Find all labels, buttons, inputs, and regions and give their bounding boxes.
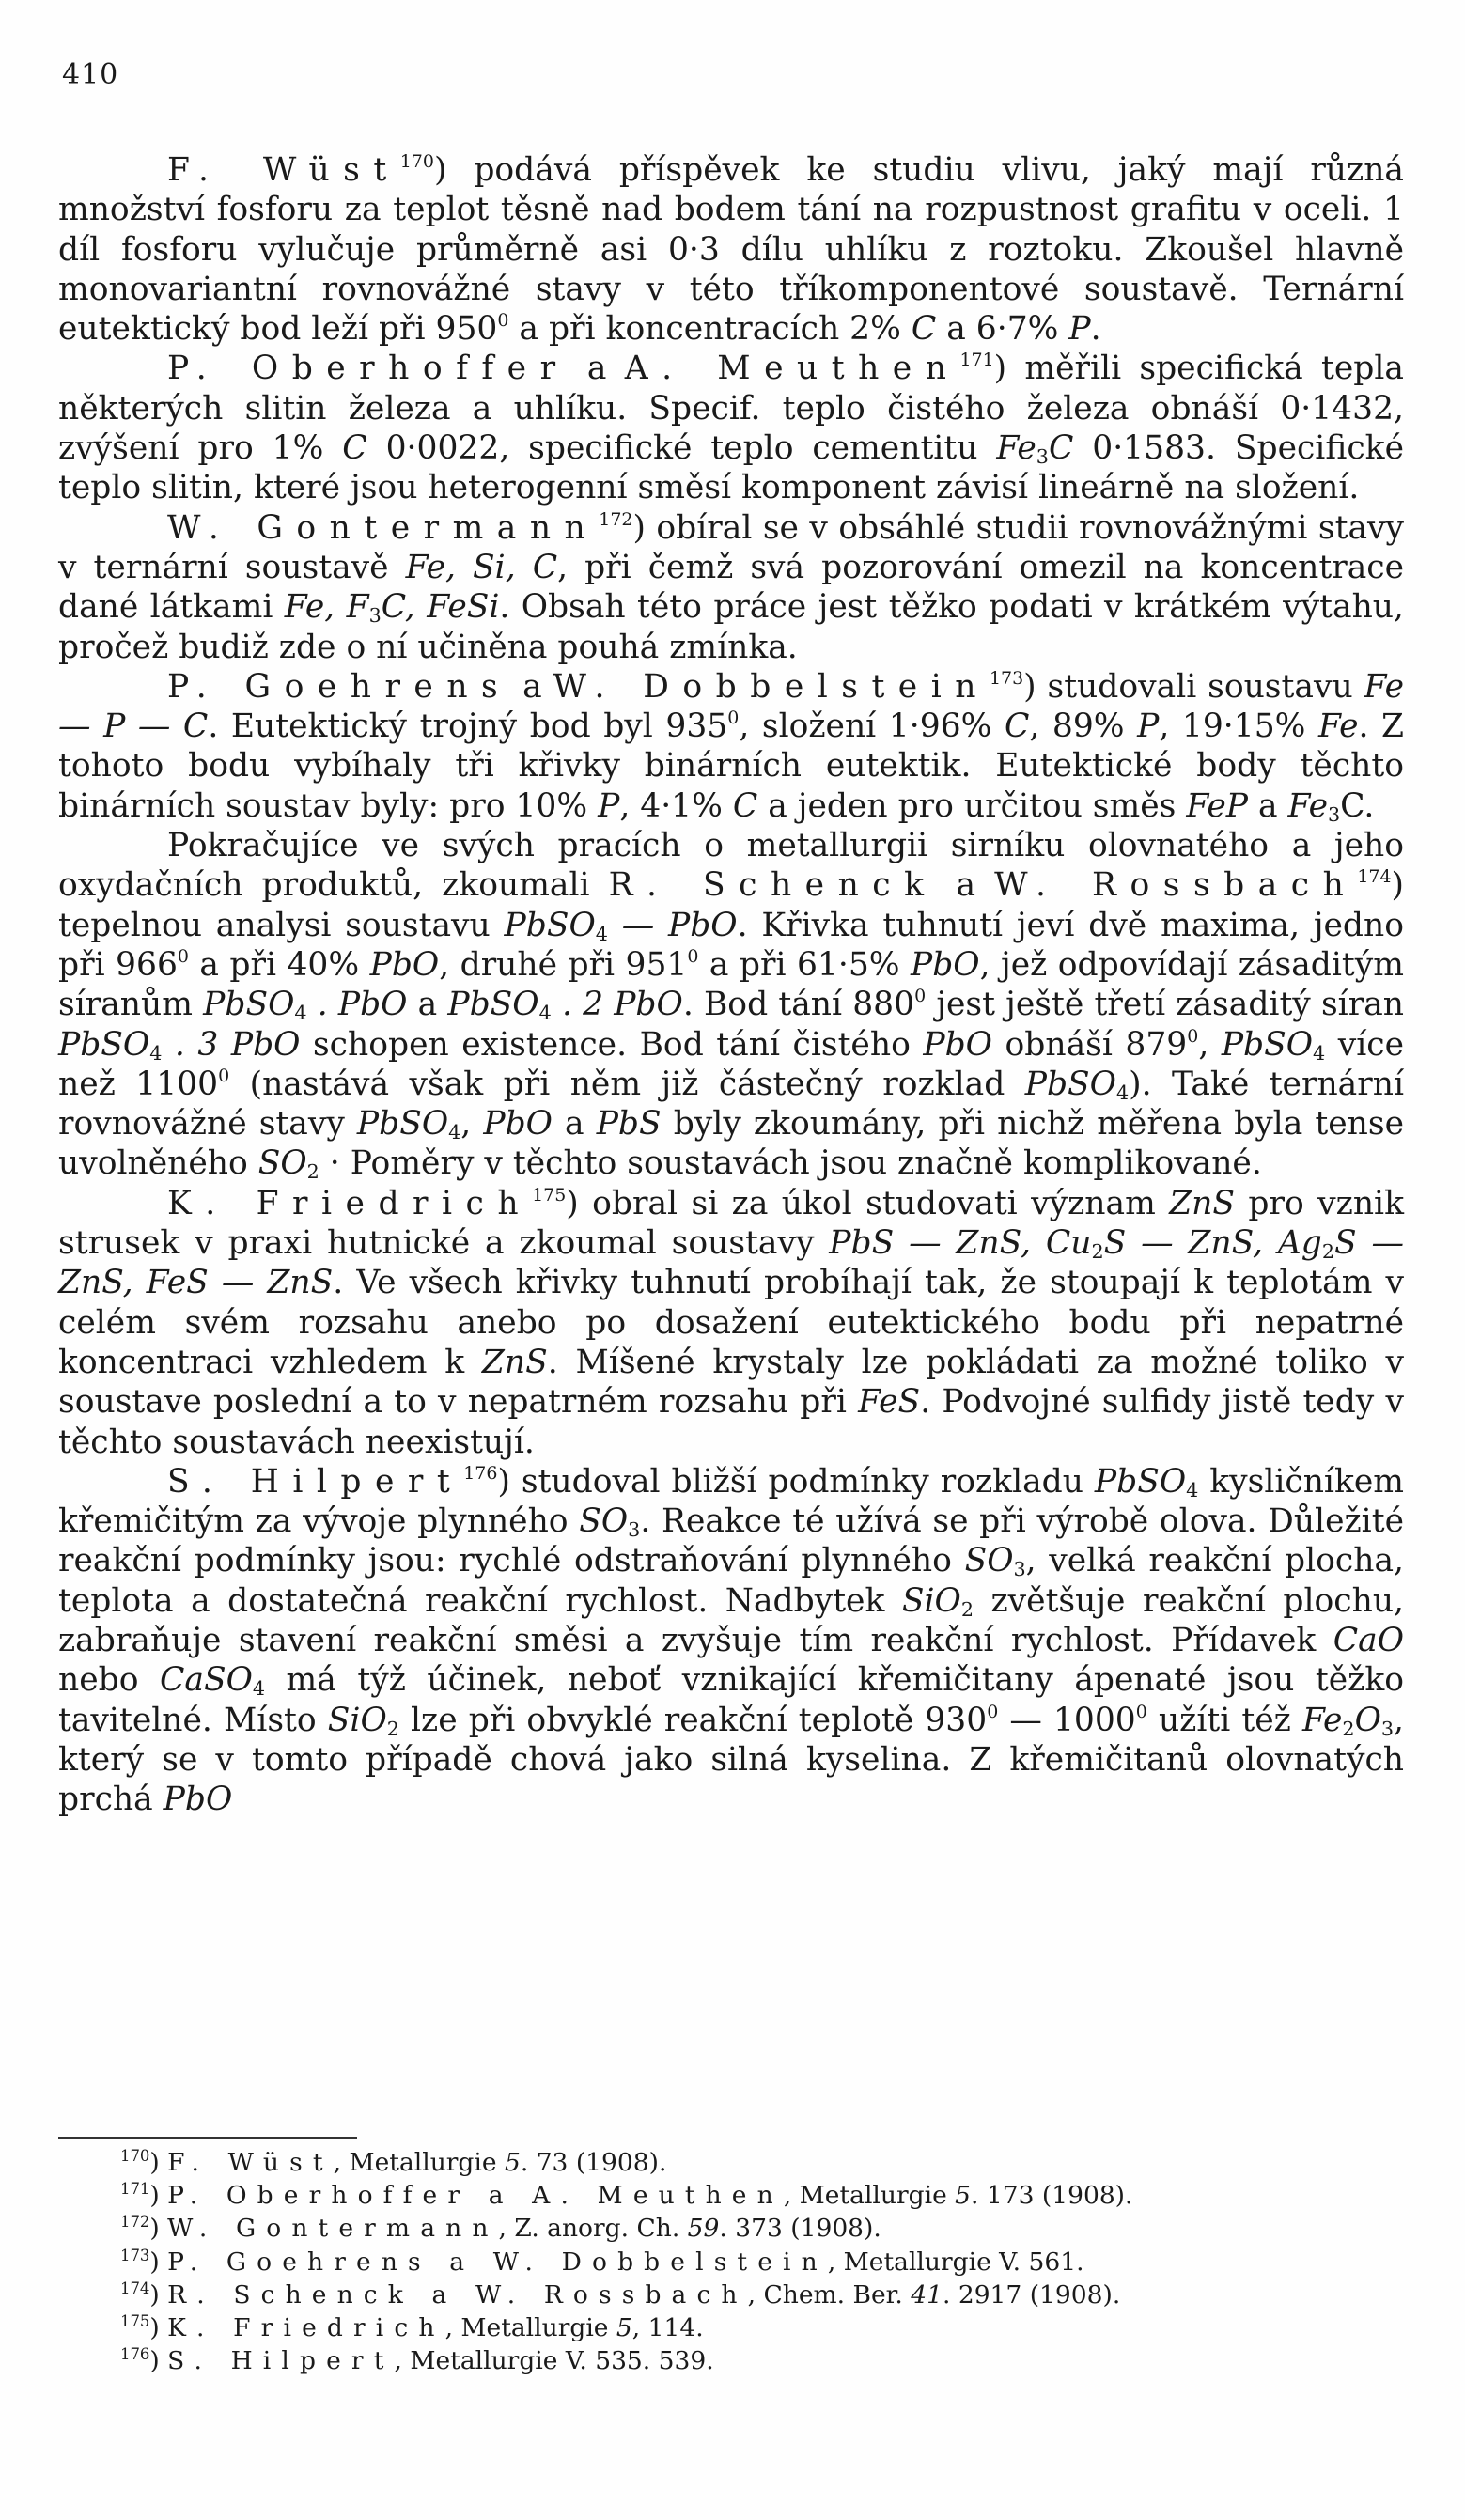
footnote: $^{176}$) S. Hilpert, Metallurgie V. 535. 539. — [120, 2345, 714, 2376]
author-name: W. Rossbach — [994, 866, 1358, 905]
footnotes — [120, 2146, 1398, 2377]
footnote-ref: 175 — [532, 1184, 567, 1206]
paragraph: F. Wüst$^{170}$) podává příspěvek ke studiu vlivu, jaký mají různá množství fosforu za teplot těsně nad bodem tání na rozpustnost grafitu v oceli. 1 díl fosforu vylučuje průměrně asi 0·3 dílu uhlíku z roztoku. Zkoušel hlavně monovariantní rovnovážné stavy v této tříkomponentové soustavě. Ternární eutektický bod leží při $950^0$ a při koncentracích 2% C a 6·7% P. — [58, 150, 1404, 349]
footnote: $^{172}$) W. Gontermann, Z. anorg. Ch. 59. 373 (1908). — [120, 2213, 881, 2244]
footnote-ref: 172 — [599, 508, 633, 530]
footnote: $^{175}$) K. Friedrich, Metallurgie 5, 114. — [120, 2312, 704, 2343]
author-name: A. Meuthen — [624, 350, 960, 388]
paragraph: S. Hilpert$^{176}$) studoval bližší podmínky rozkladu PbSO$_4$ kysličníkem křemičitým za vývoje plynného $SO_3$. Reakce té užívá se při výrobě olova. Důležité reakční podmínky jsou: rychlé odstraňování plynného $SO_3$, velká reakční plocha, teplota a dostatečná reakční rychlost. Nadbytek SiO$_2$ zvětšuje reakční plochu, zabraňuje stavení reakční směsi a zvyšuje tím reakční rychlost. Přídavek CaO nebo CaSO$_4$ má týž účinek, neboť vznikající křemičitany ápenaté jsou těžko tavitelné. Místo SiO$_2$ lze při obvyklé reakční teplotě $930^0$ — 1000$^0$ užíti též $Fe_2O_3$, který se v tomto případě chová jako silná kyselina. Z křemičitanů olovnatých prchá PbO — [58, 1462, 1405, 1819]
footnote: $^{174}$) R. Schenck a W. Rossbach, Chem. Ber. 41. 2917 (1908). — [120, 2279, 1121, 2310]
author-name: K. Friedrich — [167, 1184, 533, 1222]
author-name: W. Gontermann — [167, 508, 600, 547]
author-name: W. Dobbelstein — [553, 667, 990, 706]
author-name: R. Schenck — [608, 866, 938, 905]
author-name: S. Hilpert — [167, 1462, 464, 1501]
paragraph: P. Oberhoffer a A. Meuthen$^{171}$) měřili specifická tepla některých slitin železa a uhlíku. Specif. teplo čistého železa obnáší 0·1432, zvýšení pro 1% C 0·0022, specifické teplo cementitu $Fe_3C$ 0·1583. Specifické teplo slitin, které jsou heterogenní směsí komponent závisí lineárně na složení. — [58, 350, 1404, 507]
body-text — [58, 150, 1404, 1819]
footnote-ref: 170 — [399, 150, 434, 172]
author-name: F. Wüst — [167, 151, 400, 189]
footnote: $^{171}$) P. Oberhoffer a A. Meuthen, Metallurgie 5. 173 (1908). — [120, 2180, 1133, 2211]
author-name: P. Oberhoffer — [167, 350, 569, 388]
paragraph: W. Gontermann$^{172}$) obíral se v obsáhlé studii rovnovážnými stavy v ternární soustavě Fe, Si, C, při čemž svá pozorování omezil na koncentrace dané látkami Fe, $F_3C$, FeSi. Obsah této práce jest těžko podati v krátkém výtahu, pročež budiž zde o ní učiněna pouhá zmínka. — [58, 508, 1404, 666]
footnote: $^{170}$) F. Wüst, Metallurgie 5. 73 (1908). — [120, 2147, 667, 2177]
paragraph: P. Goehrens a W. Dobbelstein$^{173}$) studovali soustavu Fe — P — C. Eutektický trojný bod byl $935^0$, složení 1·96% C, 89% P, 19·15% Fe. Z tohoto bodu vybíhaly tři křivky binárních eutektik. Eutektické body těchto binárních soustav byly: pro 10% P, 4·1% C a jeden pro určitou směs FeP a $Fe_3C$. — [58, 667, 1404, 826]
page-number: 410 — [62, 58, 119, 91]
author-name: P. Goehrens — [167, 667, 512, 706]
footnote-ref: 174 — [1357, 866, 1392, 888]
paragraph: K. Friedrich$^{175}$) obral si za úkol studovati význam ZnS pro vznik strusek v praxi hutnické a zkoumal soustavy PbS — ZnS, $Cu_2S$ — ZnS, $Ag_2S$ — ZnS, FeS — ZnS. Ve všech křivky tuhnutí probíhají tak, že stoupají k teplotám v celém svém rozsahu anebo po dosažení eutektického bodu při nepatrné koncentraci vzhledem k ZnS. Míšené krystaly lze pokládati za možné toliko v soustave poslední a to v nepatrném rozsahu při FeS. Podvojné sulfidy jistě tedy v těchto soustavách neexistují. — [58, 1184, 1405, 1461]
footnote-ref: 176 — [463, 1462, 498, 1484]
footnote: $^{173}$) P. Goehrens a W. Dobbelstein, Metallurgie V. 561. — [120, 2246, 1084, 2277]
footnote-divider — [58, 2137, 357, 2139]
footnote-ref: 171 — [959, 350, 994, 371]
paragraph: Pokračujíce ve svých pracích o metallurgii sirníku olovnatého a jeho oxydačních produktů, zkoumali R. Schenck a W. Rossbach$^{174}$) tepelnou analysi soustavu PbSO$_4$ — PbO. Křivka tuhnutí jeví dvě maxima, jedno při $966^0$ a při 40% PbO, druhé při $951^0$ a při 61·5% PbO, jež odpovídají zásaditým síranům PbSO$_4$ . PbO a PbSO$_4$ . 2 PbO. Bod tání $880^0$ jest ještě třetí zásaditý síran PbSO$_4$ . 3 PbO schopen existence. Bod tání čistého PbO obnáší $879^0$, PbSO$_4$ více než 1100$^0$ (nastává však při něm již částečný rozklad PbSO$_4$). Také ternární rovnovážné stavy PbSO$_4$, PbO a PbS byly zkoumány, při nichž měřena byla tense uvolněného $SO_2$ · Poměry v těchto soustavách jsou značně komplikované. — [58, 827, 1405, 1184]
footnote-ref: 173 — [989, 667, 1024, 689]
